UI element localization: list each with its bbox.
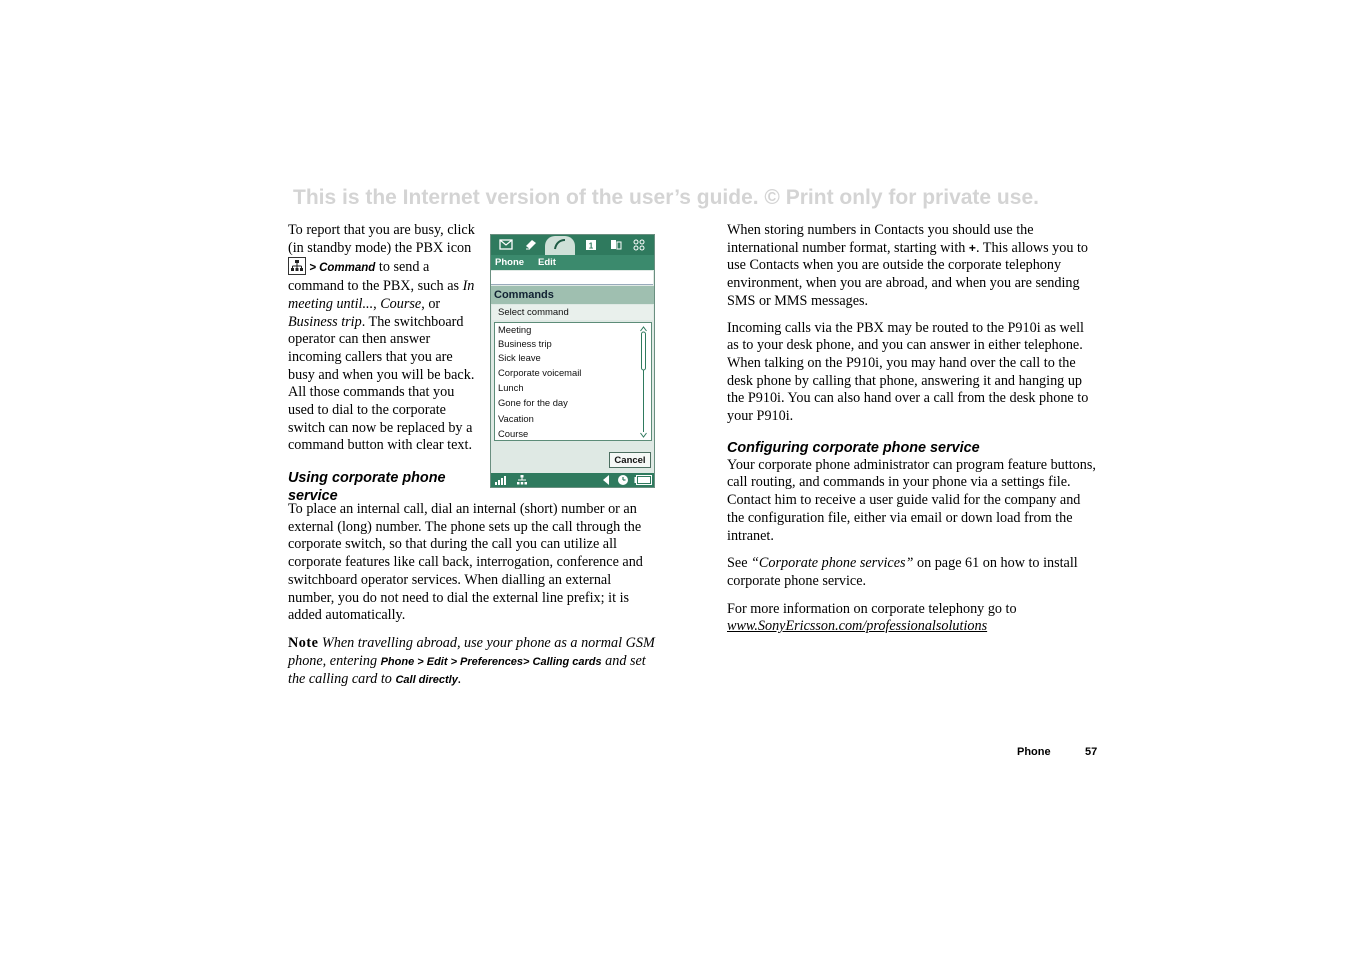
cross-reference-link[interactable]: “Corporate phone services” bbox=[751, 555, 914, 572]
menu-edit[interactable]: Edit bbox=[538, 257, 556, 268]
paragraph-number-format: When storing numbers in Contacts you should use the international number format, starting with +. This allows you to use Contacts when you are outside the corporate telephony environment, when you are abroad, and when you are sending SMS or MMS messages. bbox=[727, 222, 1088, 309]
svg-text:1: 1 bbox=[588, 241, 594, 251]
right-column bbox=[727, 222, 1099, 636]
paragraph-link bbox=[727, 618, 1099, 636]
paragraph-configuring: Your corporate phone administrator can program feature buttons, call routing, and commands in your phone via a settings file. Contact him to receive a user guide valid for the company and the configuration file, either via email or down load from the intranet. bbox=[727, 456, 1096, 544]
list-item[interactable]: Sick leave bbox=[498, 352, 541, 363]
paragraph-internal-call: To place an internal call, dial an internal (short) number or an external (long) number. The phone sets up the call through the corporate switch, so that during the call you can utilize all corporate features like call back, interrogation, conference and switchboard operator services. When dialling an external number, you do not need to dial the external line prefix; it is added automatically. bbox=[288, 501, 643, 624]
sonyericsson-link[interactable]: www.SonyEricsson.com/professionalsolutions bbox=[727, 618, 988, 635]
section-heading-configuring: Configuring corporate phone service bbox=[727, 439, 980, 456]
footer-page-number: 57 bbox=[1085, 746, 1098, 758]
volume-icon[interactable] bbox=[602, 474, 612, 486]
list-item[interactable]: Meeting bbox=[498, 324, 532, 335]
left-intro bbox=[288, 222, 478, 505]
list-item[interactable]: Vacation bbox=[498, 413, 534, 424]
left-body bbox=[288, 501, 658, 690]
signal-icon bbox=[494, 474, 508, 486]
list-item[interactable]: Course bbox=[498, 428, 529, 439]
note-paragraph: Note When travelling abroad, use your phone as a normal GSM phone, entering Phone > Edit > Preferences> Calling cards and set the calling card to Call directly. bbox=[288, 634, 655, 688]
calendar-icon bbox=[584, 238, 598, 251]
apps-icon bbox=[632, 238, 646, 251]
phone-icon bbox=[553, 238, 567, 251]
command-list bbox=[494, 322, 652, 441]
pbx-icon bbox=[288, 257, 306, 275]
note-label: Note bbox=[288, 634, 319, 651]
list-item[interactable]: Corporate voicemail bbox=[498, 367, 582, 378]
list-item[interactable]: Gone for the day bbox=[498, 397, 568, 408]
footer-section: Phone bbox=[1017, 746, 1051, 758]
menu-phone[interactable]: Phone bbox=[495, 257, 525, 268]
phone-status-bar bbox=[491, 473, 654, 487]
battery-icon bbox=[634, 475, 652, 485]
phone-menu-bar bbox=[491, 255, 654, 270]
contacts-icon bbox=[524, 238, 538, 251]
phone-app-bar bbox=[491, 235, 654, 255]
paragraph-incoming-calls: Incoming calls via the PBX may be routed to the P910i as well as to your desk phone, and you can answer in either telephone. When talking on the P910i, you may hand over the call to the desk phone by calling that phone, answering it and hanging up the P910i. You can also hand over a call from the desk phone to your P910i. bbox=[727, 319, 1089, 425]
dialog-title: Commands bbox=[491, 286, 654, 304]
list-item[interactable]: Business trip bbox=[498, 338, 552, 349]
scrollbar[interactable] bbox=[640, 326, 647, 438]
phone-screenshot bbox=[490, 234, 655, 488]
dialog-subtitle: Select command bbox=[492, 305, 653, 320]
pbx-icon bbox=[516, 474, 528, 486]
paragraph-more-info: For more information on corporate telephony go to bbox=[727, 600, 1017, 617]
paragraph-see-ref: See “Corporate phone services” on page 61 on how to install corporate phone service. bbox=[727, 555, 1078, 589]
clock-icon[interactable] bbox=[617, 474, 629, 486]
watermark: This is the Internet version of the user’s guide. © Print only for private use. bbox=[293, 186, 1039, 209]
intro-paragraph: To report that you are busy, click (in standby mode) the PBX icon > Command to send a command to the PBX, such as In meeting until..., Course, or Business trip. The switchboard operator can then answer incoming callers that you are busy and when you will be back. All those commands that you used to dial to the corporate switch can now be replaced by a command button with clear text. bbox=[288, 222, 475, 454]
cancel-button[interactable]: Cancel bbox=[609, 452, 651, 468]
phone-input-line bbox=[491, 271, 653, 285]
section-heading-using: Using corporate phone service bbox=[288, 470, 446, 505]
multimedia-icon bbox=[609, 238, 623, 251]
list-item[interactable]: Lunch bbox=[498, 382, 524, 393]
messaging-icon bbox=[499, 238, 513, 251]
